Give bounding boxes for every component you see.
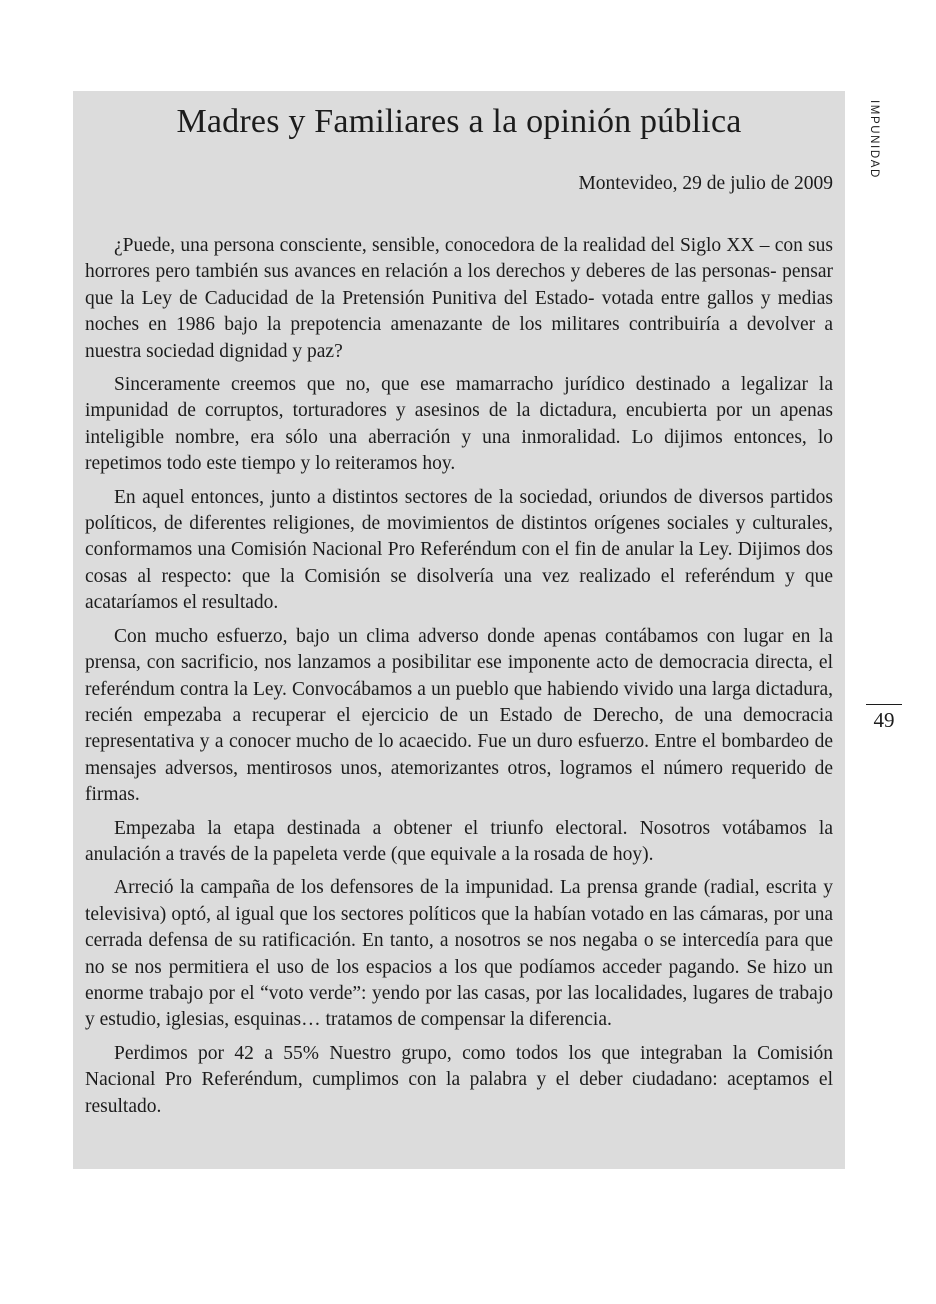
section-running-head: IMPUNIDAD [868, 100, 880, 179]
paragraph: Arreció la campaña de los defensores de la impunidad. La prensa grande (radial, escrita y televisiva) optó, al igual que los sectores políticos que la habían votado en las cámaras, por una cerrada defensa de su ratificación. En tanto, a nosotros se nos negaba o se intercedía para que no se nos permitiera el uso de los espacios a los que podíamos acceder pagando. Se hizo un enorme trabajo por el “voto verde”: yendo por las casas, por las localidades, lugares de trabajo y estudio, iglesias, esquinas… tratamos de compensar la diferencia. [85, 877, 833, 1031]
paragraph: Empezaba la etapa destinada a obtener el triunfo electoral. Nosotros votábamos la anulación a través de la papeleta verde (que equivale a la rosada de hoy). [85, 817, 833, 865]
page-number-rule [866, 704, 902, 705]
paragraph: En aquel entonces, junto a distintos sectores de la sociedad, oriundos de diversos partidos políticos, de diferentes religiones, de movimientos de distintos orígenes sociales y culturales, conformamos una Comisión Nacional Pro Referéndum con el fin de anular la Ley. Dijimos dos cosas al respecto: que la Comisión se disolvería una vez realizado el referéndum y que acataríamos el resultado. [85, 486, 833, 614]
dateline: Montevideo, 29 de julio de 2009 [578, 173, 833, 194]
page-number: 49 [873, 708, 895, 732]
letter-box [73, 91, 845, 1169]
paragraph: ¿Puede, una persona consciente, sensible, conocedora de la realidad del Siglo XX – con sus horrores pero también sus avances en relación a los derechos y deberes de las personas- pensar que la Ley de Caducidad de la Pretensión Punitiva del Estado- votada entre gallos y medias noches en 1986 bajo la prepotencia amenazante de los militares contribuiría a devolver a nuestra sociedad dignidad y paz? [85, 235, 833, 362]
paragraph: Sinceramente creemos que no, que ese mamarracho jurídico destinado a legalizar la impunidad de corruptos, torturadores y asesinos de la dictadura, encubierta por un apenas inteligible nombre, era sólo una aberración y una inmoralidad. Lo dijimos entonces, lo repetimos todo este tiempo y lo reiteramos hoy. [85, 374, 833, 475]
paragraph: Perdimos por 42 a 55% Nuestro grupo, como todos los que integraban la Comisión Nacional Pro Referéndum, cumplimos con la palabra y el deber ciudadano: aceptamos el resultado. [85, 1042, 833, 1117]
letter-body [85, 233, 833, 1127]
paragraph: Con mucho esfuerzo, bajo un clima adverso donde apenas contábamos con lugar en la prensa, con sacrificio, nos lanzamos a posibilitar ese imponente acto de democracia directa, el referéndum contra la Ley. Convocábamos a un pueblo que habiendo vivido una larga dictadura, recién empezaba a recuperar el ejercicio de un Estado de Derecho, de una democracia representativa y a conocer mucho de lo acaecido. Fue un duro esfuerzo. Entre el bombardeo de mensajes adversos, mentirosos unos, atemorizantes otros, logramos el número requerido de firmas. [85, 625, 833, 806]
letter-title: Madres y Familiares a la opinión pública [176, 103, 742, 140]
